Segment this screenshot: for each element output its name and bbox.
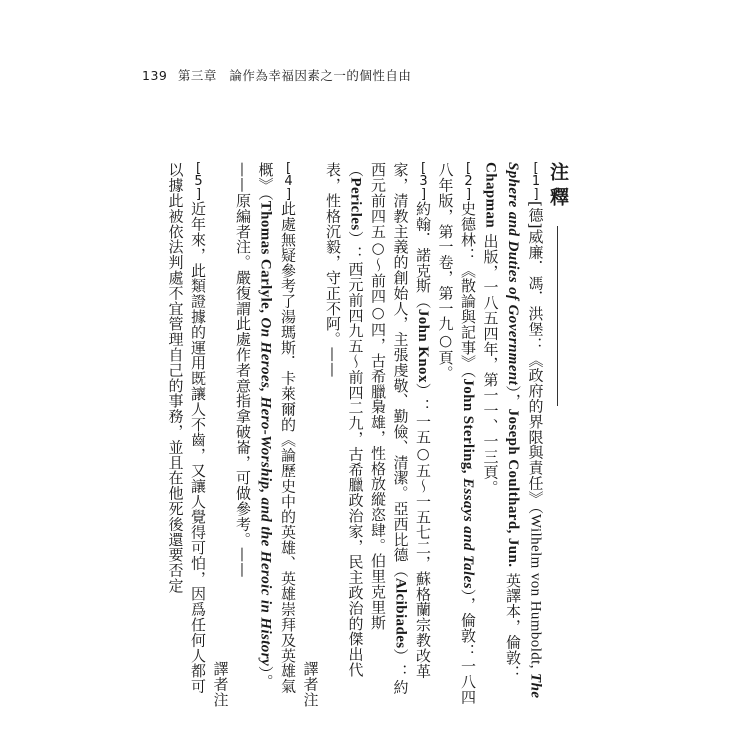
notes-section — [166, 162, 587, 707]
note-number: [4] — [284, 162, 293, 201]
chapter-label: 第三章 — [177, 68, 217, 83]
translator-note: 譯者注 — [301, 660, 320, 707]
note-latin: Joseph Coulthard, Jun. — [505, 408, 521, 568]
notes-heading-text: 注釋 — [547, 162, 569, 212]
note-text: ）：一五○五～一五七二，蘇格蘭宗教改革家，清教主義的創始人，主張虔敬、勤儉、清潔。亞西比德（ — [391, 162, 432, 679]
note-text: 英譯本，倫敦： — [504, 567, 522, 681]
chapter-title: 論作為幸福因素之一的個性自由 — [229, 68, 412, 83]
note-1 — [479, 162, 547, 707]
note-number: [5] — [194, 162, 203, 201]
page-number: 139 — [142, 68, 168, 83]
note-latin: John Sterling, — [460, 378, 476, 479]
note-text: 史德林：《散論與記事》（ — [459, 201, 477, 379]
notes-heading — [547, 162, 570, 707]
note-text: ），倫敦：一八四八年版，第一卷，第一九○頁。 — [436, 162, 477, 705]
note-latin-title: The Sphere and Duties of Government — [505, 162, 544, 699]
note-latin-title: On Heroes, Hero-Worship, and the Heroic in History — [257, 317, 274, 667]
note-latin: Thomas Carlyle, — [257, 200, 274, 318]
note-latin: Wilhelm von Humboldt, — [527, 514, 544, 674]
note-text: 此處無疑參考了湯瑪斯．卡萊爾的《論歷史中的英雄、英雄崇拜及英雄氣概》（ — [256, 162, 297, 694]
note-text: 近年來，此類證據的運用既讓人不齒，又讓人覺得可怕，因爲任何人都可以據此被依法判處不宜管理自己的事務，並且在他死後還要否定 — [166, 162, 207, 694]
heading-rule — [557, 226, 558, 406]
note-latin-title: Essays and Tales — [460, 478, 476, 589]
note-latin: Alcibiades — [392, 577, 409, 649]
note-latin: Pericles — [347, 177, 364, 231]
translator-note: 譯者注 — [211, 660, 230, 707]
note-2 — [434, 162, 479, 707]
note-text: 出版，一八五四年，第一一、一三頁。 — [481, 228, 500, 496]
note-text: ）。——原編者注。嚴復謂此處作者意指拿破崙，可做參考。—— — [234, 162, 275, 690]
note-text: ）， — [504, 385, 522, 409]
note-number: [3] — [419, 162, 428, 201]
note-number: [1] — [531, 162, 541, 201]
note-text: [德]威廉．馮．洪堡：《政府的界限與責任》（ — [526, 201, 545, 515]
note-latin: Chapman — [482, 162, 499, 229]
running-head — [142, 66, 411, 84]
note-number: [2] — [464, 162, 473, 201]
note-3 — [299, 162, 434, 707]
note-text: 約翰．諾克斯（ — [414, 201, 432, 309]
note-text: ）：西元前四九五～前四二九，古希臘政治家，民主政治的傑出代表，性格沉毅，守正不阿。—— — [324, 162, 365, 678]
note-latin: John Knox — [415, 308, 431, 383]
note-4 — [209, 162, 299, 707]
note-text: ）：約西元前四五○～前四○四，古希臘梟雄，性格放縱恣肆。伯里克里斯（ — [346, 162, 410, 695]
note-5 — [164, 162, 209, 707]
